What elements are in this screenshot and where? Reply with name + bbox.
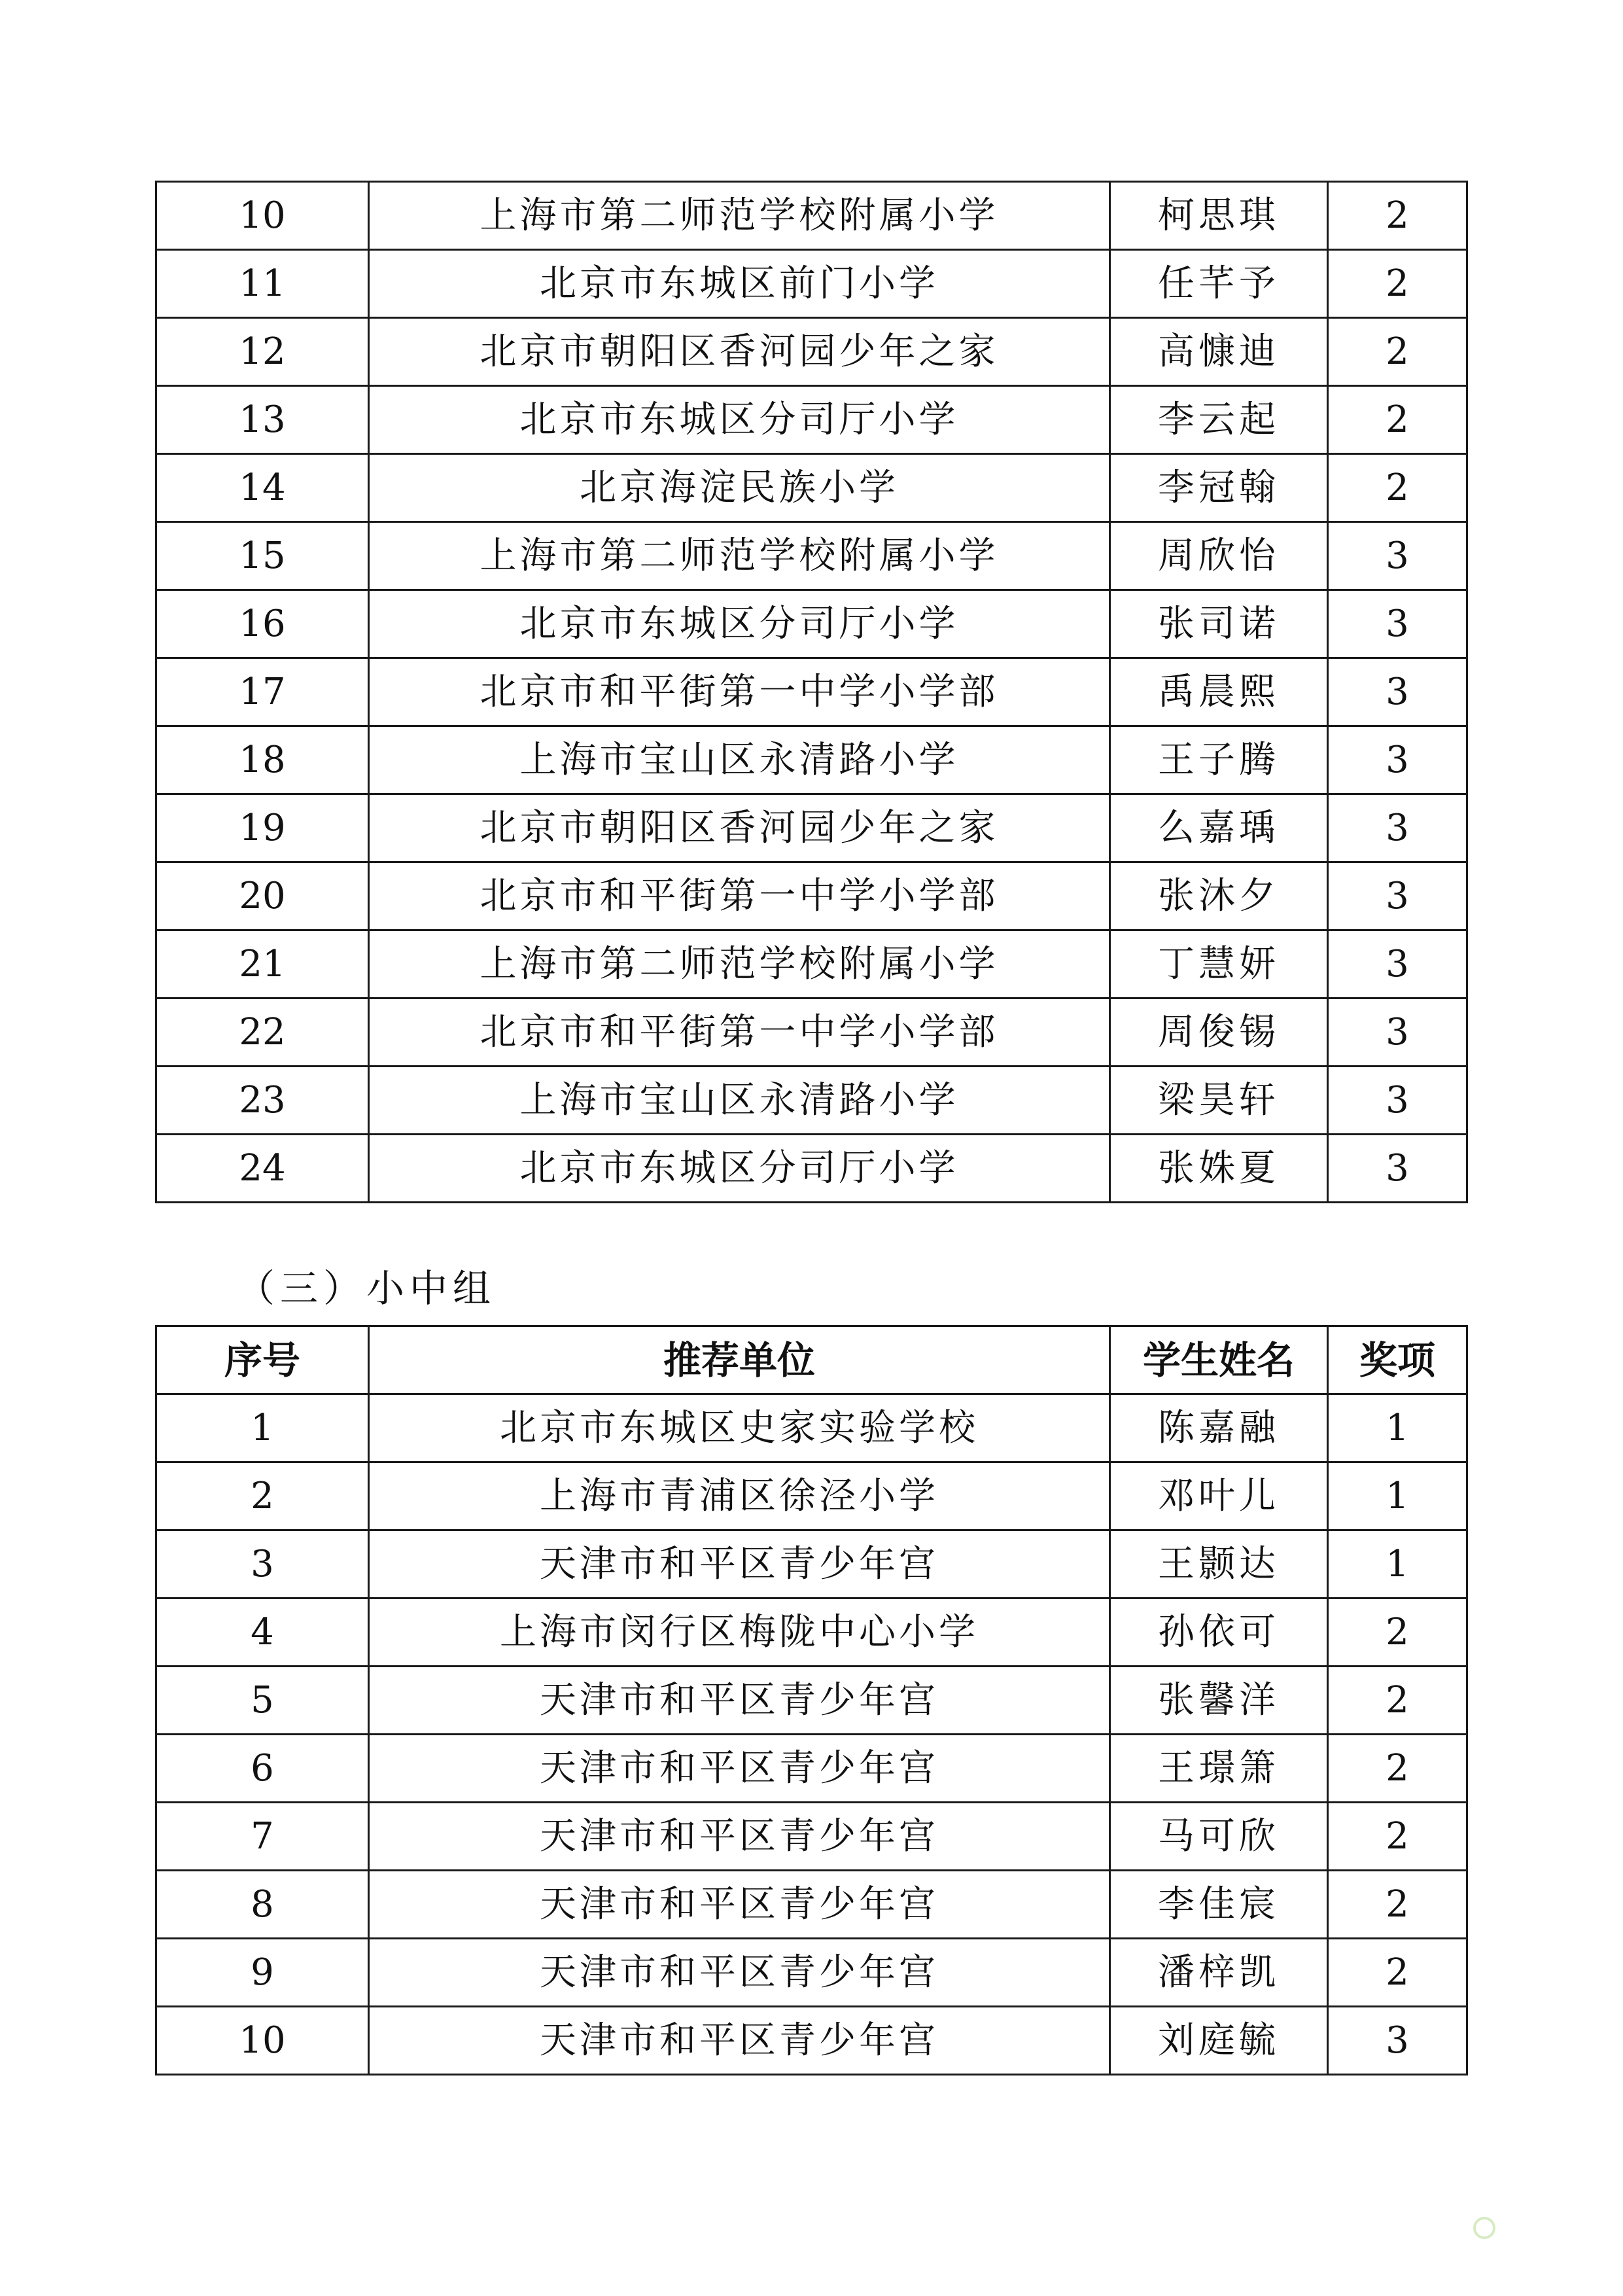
cell-no: 24	[156, 1135, 369, 1203]
cell-no: 12	[156, 318, 369, 386]
section-title-small-middle-group: （三）小中组	[237, 1266, 497, 1311]
cell-unit: 北京市东城区分司厅小学	[369, 386, 1110, 454]
cell-award: 2	[1328, 1667, 1467, 1735]
cell-award: 2	[1328, 386, 1467, 454]
cell-unit: 天津市和平区青少年宫	[369, 1530, 1110, 1598]
cell-unit: 北京海淀民族小学	[369, 454, 1110, 522]
cell-student-name: 张沐夕	[1110, 862, 1328, 930]
table-row	[156, 930, 1467, 998]
cell-unit: 天津市和平区青少年宫	[369, 1871, 1110, 1939]
table-row	[156, 1598, 1467, 1667]
cell-no: 22	[156, 998, 369, 1067]
table-row	[156, 590, 1467, 658]
cell-award: 2	[1328, 1803, 1467, 1871]
table-row	[156, 1871, 1467, 1939]
cell-student-name: 丁慧妍	[1110, 930, 1328, 998]
table-row	[156, 862, 1467, 930]
cell-student-name: 周俊锡	[1110, 998, 1328, 1067]
cell-student-name: 张司诺	[1110, 590, 1328, 658]
cell-student-name: 高慷迪	[1110, 318, 1328, 386]
header-row	[156, 1326, 1467, 1394]
cell-unit: 上海市第二师范学校附属小学	[369, 182, 1110, 250]
table-row	[156, 1735, 1467, 1803]
page-mark-icon	[1473, 2217, 1495, 2239]
cell-award: 3	[1328, 2007, 1467, 2075]
cell-student-name: 梁昊轩	[1110, 1067, 1328, 1135]
cell-student-name: 周欣怡	[1110, 522, 1328, 590]
cell-award: 1	[1328, 1394, 1467, 1462]
table-row	[156, 522, 1467, 590]
cell-award: 3	[1328, 1135, 1467, 1203]
cell-award: 2	[1328, 454, 1467, 522]
cell-no: 15	[156, 522, 369, 590]
cell-student-name: 邓叶儿	[1110, 1462, 1328, 1530]
table-row	[156, 1939, 1467, 2007]
cell-unit: 北京市和平街第一中学小学部	[369, 862, 1110, 930]
cell-student-name: 任芊予	[1110, 250, 1328, 318]
cell-student-name: 李云起	[1110, 386, 1328, 454]
award-table-small-middle-group	[155, 1325, 1468, 2075]
header-unit: 推荐单位	[369, 1326, 1110, 1394]
cell-award: 3	[1328, 794, 1467, 862]
table-row	[156, 998, 1467, 1067]
cell-student-name: 陈嘉融	[1110, 1394, 1328, 1462]
cell-award: 1	[1328, 1530, 1467, 1598]
table-row	[156, 1067, 1467, 1135]
cell-award: 3	[1328, 862, 1467, 930]
table-row	[156, 250, 1467, 318]
cell-unit: 北京市朝阳区香河园少年之家	[369, 794, 1110, 862]
cell-student-name: 禹晨熙	[1110, 658, 1328, 726]
cell-unit: 天津市和平区青少年宫	[369, 1939, 1110, 2007]
cell-unit: 北京市朝阳区香河园少年之家	[369, 318, 1110, 386]
table-row	[156, 454, 1467, 522]
table-row	[156, 1667, 1467, 1735]
cell-no: 2	[156, 1462, 369, 1530]
table-row	[156, 182, 1467, 250]
cell-award: 2	[1328, 1871, 1467, 1939]
cell-no: 16	[156, 590, 369, 658]
cell-unit: 北京市东城区前门小学	[369, 250, 1110, 318]
cell-unit: 北京市东城区史家实验学校	[369, 1394, 1110, 1462]
cell-no: 3	[156, 1530, 369, 1598]
cell-no: 4	[156, 1598, 369, 1667]
cell-no: 6	[156, 1735, 369, 1803]
table-row	[156, 2007, 1467, 2075]
award-table-continued	[155, 181, 1468, 1203]
cell-unit: 天津市和平区青少年宫	[369, 1803, 1110, 1871]
cell-no: 21	[156, 930, 369, 998]
cell-no: 8	[156, 1871, 369, 1939]
cell-unit: 上海市第二师范学校附属小学	[369, 930, 1110, 998]
header-name: 学生姓名	[1110, 1326, 1328, 1394]
cell-award: 2	[1328, 1939, 1467, 2007]
cell-award: 2	[1328, 318, 1467, 386]
cell-unit: 北京市东城区分司厅小学	[369, 1135, 1110, 1203]
cell-award: 3	[1328, 998, 1467, 1067]
cell-unit: 天津市和平区青少年宫	[369, 1735, 1110, 1803]
table-row	[156, 1394, 1467, 1462]
cell-unit: 天津市和平区青少年宫	[369, 2007, 1110, 2075]
cell-unit: 上海市宝山区永清路小学	[369, 1067, 1110, 1135]
table-row	[156, 658, 1467, 726]
cell-no: 20	[156, 862, 369, 930]
cell-award: 3	[1328, 1067, 1467, 1135]
cell-no: 14	[156, 454, 369, 522]
cell-student-name: 孙依可	[1110, 1598, 1328, 1667]
table-row	[156, 726, 1467, 794]
cell-student-name: 张姝夏	[1110, 1135, 1328, 1203]
cell-unit: 上海市第二师范学校附属小学	[369, 522, 1110, 590]
cell-unit: 北京市和平街第一中学小学部	[369, 658, 1110, 726]
header-award: 奖项	[1328, 1326, 1467, 1394]
header-no: 序号	[156, 1326, 369, 1394]
cell-no: 11	[156, 250, 369, 318]
cell-unit: 上海市闵行区梅陇中心小学	[369, 1598, 1110, 1667]
cell-student-name: 马可欣	[1110, 1803, 1328, 1871]
cell-student-name: 李佳宸	[1110, 1871, 1328, 1939]
cell-student-name: 柯思琪	[1110, 182, 1328, 250]
cell-student-name: 王颢达	[1110, 1530, 1328, 1598]
cell-no: 1	[156, 1394, 369, 1462]
table-row	[156, 386, 1467, 454]
cell-student-name: 李冠翰	[1110, 454, 1328, 522]
table-row	[156, 1530, 1467, 1598]
cell-unit: 上海市宝山区永清路小学	[369, 726, 1110, 794]
cell-no: 5	[156, 1667, 369, 1735]
cell-student-name: 潘梓凯	[1110, 1939, 1328, 2007]
cell-award: 2	[1328, 250, 1467, 318]
award-table-small-middle-group-body	[156, 1394, 1467, 2075]
cell-award: 3	[1328, 726, 1467, 794]
cell-unit: 上海市青浦区徐泾小学	[369, 1462, 1110, 1530]
cell-no: 13	[156, 386, 369, 454]
cell-award: 3	[1328, 658, 1467, 726]
table-row	[156, 318, 1467, 386]
cell-no: 23	[156, 1067, 369, 1135]
award-table-continued-body	[156, 182, 1467, 1203]
table-row	[156, 1462, 1467, 1530]
table-row	[156, 1803, 1467, 1871]
cell-unit: 北京市东城区分司厅小学	[369, 590, 1110, 658]
table-row	[156, 1135, 1467, 1203]
cell-student-name: 张馨洋	[1110, 1667, 1328, 1735]
cell-award: 2	[1328, 1735, 1467, 1803]
cell-award: 2	[1328, 182, 1467, 250]
table-row	[156, 794, 1467, 862]
cell-no: 19	[156, 794, 369, 862]
cell-student-name: 王璟箫	[1110, 1735, 1328, 1803]
cell-no: 18	[156, 726, 369, 794]
cell-no: 17	[156, 658, 369, 726]
cell-award: 1	[1328, 1462, 1467, 1530]
cell-award: 3	[1328, 522, 1467, 590]
cell-no: 10	[156, 182, 369, 250]
cell-unit: 北京市和平街第一中学小学部	[369, 998, 1110, 1067]
cell-student-name: 刘庭毓	[1110, 2007, 1328, 2075]
cell-no: 7	[156, 1803, 369, 1871]
cell-award: 3	[1328, 590, 1467, 658]
cell-no: 10	[156, 2007, 369, 2075]
cell-unit: 天津市和平区青少年宫	[369, 1667, 1110, 1735]
cell-award: 3	[1328, 930, 1467, 998]
cell-award: 2	[1328, 1598, 1467, 1667]
award-table-header	[156, 1326, 1467, 1394]
cell-student-name: 么嘉瑀	[1110, 794, 1328, 862]
cell-no: 9	[156, 1939, 369, 2007]
cell-student-name: 王子腾	[1110, 726, 1328, 794]
